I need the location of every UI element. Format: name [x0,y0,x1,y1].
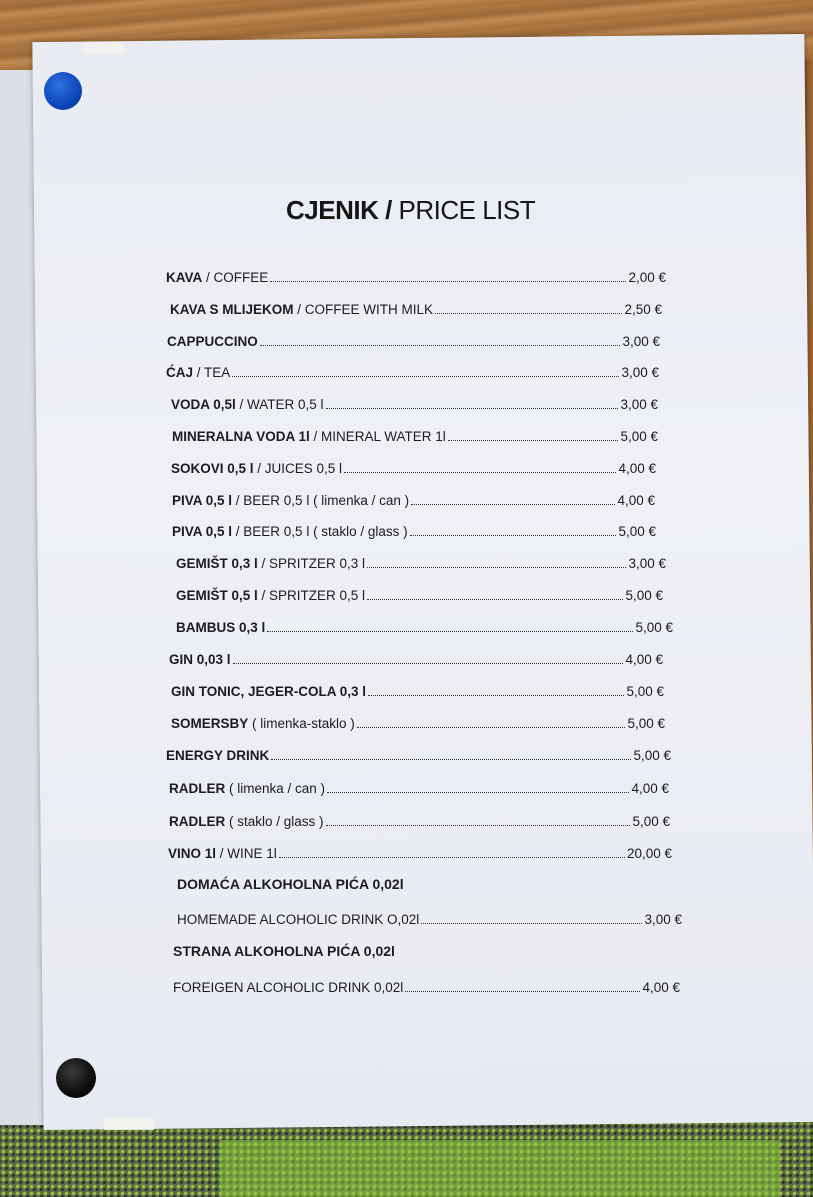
item-name [172,429,446,444]
black-pushpin [56,1058,96,1098]
price-row [172,524,656,539]
item-name [166,748,269,763]
dot-leader [270,280,626,282]
item-name-english: / WINE 1l [216,846,277,861]
item-name-croatian: GIN 0,03 l [169,652,231,667]
price-row [171,716,665,731]
price-row [176,620,673,635]
item-name-croatian: KAVA [166,270,203,285]
item-name-croatian: KAVA S MLIJEKOM [170,302,294,317]
item-name [166,270,268,285]
item-name [176,588,365,603]
dot-leader [232,375,619,377]
item-name [169,814,324,829]
item-price: 3,00 € [621,365,659,380]
item-name [167,334,258,349]
item-price: 5,00 € [627,716,665,731]
item-name-english: / WATER 0,5 l [235,397,324,412]
item-price: 4,00 € [618,461,656,476]
item-price: 3,00 € [620,397,658,412]
price-row [176,588,663,603]
foreign-label: FOREIGEN ALCOHOLIC DRINK 0,02l [173,980,404,995]
dot-leader [344,471,616,473]
item-name-english: / MINERAL WATER 1l [309,429,446,444]
price-row [171,461,656,476]
dot-leader [260,344,621,346]
price-row [167,334,660,349]
item-name-english: ( limenka-staklo ) [248,716,355,731]
price-row [169,652,663,667]
item-name [171,684,366,699]
price-row [171,684,664,699]
item-name-croatian: GIN TONIC, JEGER-COLA 0,3 l [171,684,367,699]
homemade-row [177,912,682,927]
item-name-english: / COFFEE [202,270,269,285]
dot-leader [405,990,640,992]
homemade-label: HOMEMADE ALCOHOLIC DRINK O,02l [177,912,420,927]
price-row [172,493,655,508]
item-price: 20,00 € [626,846,672,861]
item-price: 3,00 € [628,556,666,571]
item-price: 5,00 € [620,429,658,444]
price-row [172,429,658,444]
item-name-croatian: RADLER [169,781,226,796]
item-price: 3,00 € [622,334,660,349]
item-price: 5,00 € [625,588,663,603]
item-name-croatian: GEMIŠT 0,5 l [176,588,258,603]
item-name-croatian: MINERALNA VODA 1l [172,429,310,444]
item-name-croatian: GEMIŠT 0,3 l [176,556,258,571]
homemade-heading: DOMAĆA ALKOHOLNA PIĆA 0,02l [177,876,404,892]
price-row [166,270,666,285]
dot-leader [448,439,619,441]
price-row [170,302,662,317]
item-name-english: ( staklo / glass ) [225,814,324,829]
item-name-croatian: PIVA 0,5 l [172,493,233,508]
item-name-croatian: SOMERSBY [171,716,249,731]
item-price: 4,00 € [617,493,655,508]
price-row [176,556,666,571]
homemade-price: 3,00 € [644,912,682,927]
dot-leader [326,407,619,409]
item-name [171,461,342,476]
item-price: 5,00 € [632,814,670,829]
item-name [171,716,355,731]
item-name-croatian: VODA 0,5l [171,397,236,412]
item-name-croatian: CAPPUCCINO [167,334,258,349]
foreign-row [173,980,680,995]
dot-leader [326,824,631,826]
item-name-croatian: PIVA 0,5 l [172,524,233,539]
dot-leader [411,503,615,505]
price-row [171,397,658,412]
item-price: 2,00 € [628,270,666,285]
item-name-english: / BEER 0,5 l ( limenka / can ) [232,493,410,508]
item-name-croatian: VINO 1l [168,846,217,861]
item-name [172,493,409,508]
item-price: 5,00 € [635,620,673,635]
dot-leader [368,694,624,696]
price-row [166,365,659,380]
item-price: 4,00 € [625,652,663,667]
item-name-croatian: ĆAJ [166,365,194,380]
blue-pushpin [44,72,82,110]
title-croatian: CJENIK / [286,195,392,225]
item-name-croatian: BAMBUS 0,3 l [176,620,266,635]
dot-leader [435,312,622,314]
dot-leader [410,534,617,536]
item-name-english: / BEER 0,5 l ( staklo / glass ) [232,524,408,539]
item-name [171,397,324,412]
item-price: 5,00 € [626,684,664,699]
item-name [176,620,265,635]
dot-leader [421,922,642,924]
foreign-price: 4,00 € [642,980,680,995]
item-name-english: / COFFEE WITH MILK [293,302,434,317]
dot-leader [233,662,624,664]
item-name-english: / JUICES 0,5 l [253,461,343,476]
price-row [166,748,671,763]
dot-leader [357,726,626,728]
item-name [166,365,230,380]
item-name [176,556,365,571]
item-name-croatian: SOKOVI 0,5 l [171,461,254,476]
tape-strip-top [84,42,124,54]
item-name-croatian: ENERGY DRINK [166,748,270,763]
dot-leader [267,630,633,632]
item-name [169,652,231,667]
item-name-english: / SPRITZER 0,3 l [257,556,366,571]
item-name [170,302,433,317]
item-name [168,846,277,861]
foreign-heading: STRANA ALKOHOLNA PIĆA 0,02l [173,943,395,959]
item-price: 5,00 € [633,748,671,763]
item-price: 2,50 € [624,302,662,317]
item-name-english: / TEA [193,365,231,380]
item-name-english: ( limenka / can ) [225,781,326,796]
tape-strip-bottom [104,1118,154,1130]
title-english: PRICE LIST [391,195,536,225]
dot-leader [367,566,626,568]
price-row [168,846,672,861]
item-name-croatian: RADLER [169,814,226,829]
dot-leader [271,758,631,760]
item-name [169,781,325,796]
price-row [169,814,670,829]
dot-leader [279,856,625,858]
item-price: 4,00 € [631,781,669,796]
dot-leader [327,791,629,793]
item-name-english: / SPRITZER 0,5 l [257,588,366,603]
price-row [169,781,669,796]
page-title [286,195,535,226]
dot-leader [367,598,623,600]
green-mesh-area [220,1140,780,1197]
item-name [172,524,408,539]
item-price: 5,00 € [618,524,656,539]
